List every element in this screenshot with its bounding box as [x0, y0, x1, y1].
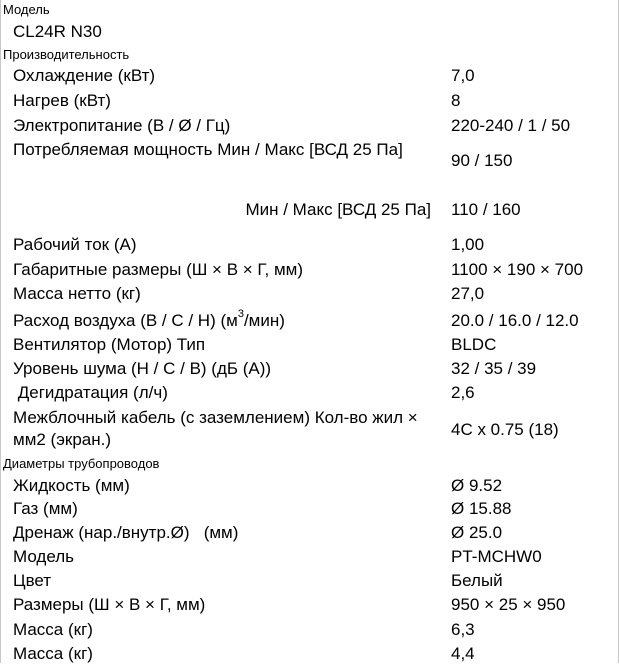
spec-label: Электропитание (В / Ø / Гц)	[13, 116, 231, 135]
spec-value: 27,0	[451, 284, 485, 303]
spec-value: 20.0 / 16.0 / 12.0	[451, 311, 579, 330]
spec-value: PT-MCHW0	[451, 547, 542, 566]
spec-label: Мин / Макс [ВСД 25 Па]	[245, 200, 431, 219]
spec-label: Уровень шума (Н / С / В) (дБ (A))	[13, 359, 272, 378]
spec-label: Охлаждение (кВт)	[13, 66, 156, 85]
spec-label: Масса (кг)	[13, 644, 93, 663]
spec-value: Белый	[451, 571, 503, 590]
spec-value: 1100 × 190 × 700	[451, 260, 584, 279]
spec-label: Дегидратация (л/ч)	[13, 383, 168, 402]
spec-value: 32 / 35 / 39	[451, 359, 537, 378]
spec-value: 2,6	[451, 383, 475, 402]
spec-label: Жидкость (мм)	[13, 476, 130, 495]
spec-label: Дренаж (нар./внутр.Ø) (мм)	[13, 523, 239, 542]
spec-label: Масса (кг)	[13, 620, 93, 639]
spec-value: 90 / 150	[451, 151, 513, 170]
spec-label: Газ (мм)	[13, 499, 78, 518]
spec-value: 4,4	[451, 644, 475, 663]
model-value: CL24R N30	[13, 22, 102, 41]
spec-label: Потребляемая мощность Мин / Макс [ВСД 25 Па]	[13, 140, 403, 159]
spec-label: Рабочий ток (A)	[13, 235, 137, 254]
spec-label: Расход воздуха (В / С / Н) $(м^3/мин)$	[13, 308, 285, 330]
spec-label: Вентилятор (Мотор) Тип	[13, 335, 206, 354]
spec-value: 6,3	[451, 620, 475, 639]
spec-label: Межблочный кабель (с заземлением) Кол-во жил × мм2 (экран.)	[13, 408, 418, 449]
section-pipes-header: Диаметры трубопроводов	[3, 456, 160, 471]
spec-value: 1,00	[451, 235, 485, 254]
spec-value: Ø 9.52	[451, 476, 503, 495]
spec-label: Модель	[13, 547, 75, 566]
spec-value: BLDC	[451, 335, 497, 354]
spec-value: Ø 15.88	[451, 499, 512, 518]
spec-value: 8	[451, 91, 461, 110]
spec-value: 950 × 25 × 950	[451, 595, 566, 614]
spec-value: 4C x 0.75 (18)	[451, 420, 559, 439]
spec-label: Масса нетто (кг)	[13, 284, 141, 303]
spec-label: Цвет	[13, 571, 52, 590]
spec-value: Ø 25.0	[451, 523, 503, 542]
spec-value: 110 / 160	[451, 200, 521, 219]
spec-label: Размеры (Ш × В × Г, мм)	[13, 595, 206, 614]
section-model-header: Модель	[3, 2, 50, 17]
spec-label: Габаритные размеры (Ш × В × Г, мм)	[13, 260, 304, 279]
spec-value: 220-240 / 1 / 50	[451, 116, 571, 135]
spec-label: Нагрев (кВт)	[13, 91, 111, 110]
spec-value: 7,0	[451, 66, 475, 85]
section-performance-header: Производительность	[3, 47, 130, 62]
